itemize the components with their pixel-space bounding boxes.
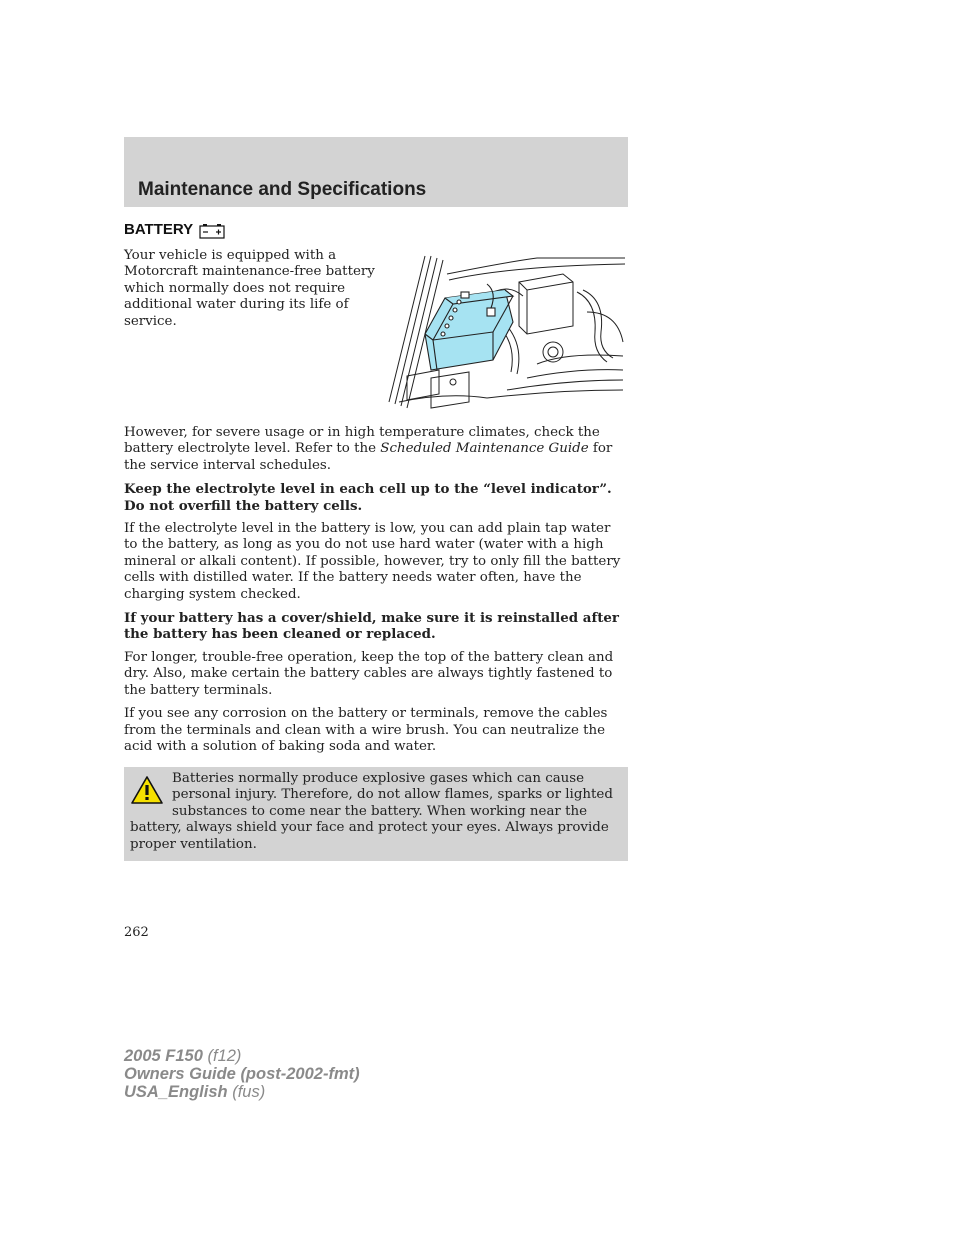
battery-icon xyxy=(199,223,225,239)
intro-paragraph: Your vehicle is equipped with a Motorcraft maintenance-free battery which normally does not require additional water during its life of service. xyxy=(124,248,375,329)
footer-language: USA_English xyxy=(124,1083,228,1101)
battery-heading xyxy=(124,221,225,238)
paragraph-electrolyte-check xyxy=(124,425,628,474)
maintenance-guide-reference: Scheduled Maintenance Guide xyxy=(380,441,589,457)
paragraph-clean-terminals: For longer, trouble-free operation, keep the top of the battery clean and dry. Also, make certain the battery cables are always tightly fastened to the battery terminals. xyxy=(124,649,614,698)
paragraph-corrosion: If you see any corrosion on the battery or terminals, remove the cables from the terminals and clean with a wire brush. You can neutralize the acid with a solution of baking soda and water. xyxy=(124,706,608,754)
footer-model-code: (f12) xyxy=(202,1047,242,1065)
main-content xyxy=(124,425,628,762)
warning-text: Batteries normally produce explosive gases which can cause personal injury. Therefore, do not allow flames, sparks or lighted substances to come near the battery. When working near the battery, always shield your face and protect your eyes. Always provide proper ventilation. xyxy=(130,771,613,852)
paragraph-add-water: If the electrolyte level in the battery is low, you can add plain tap water to the battery, as long as you do not use hard water (water with a high mineral or alkali content). If possible, however, try to only fill the battery cells with distilled water. If the battery needs water often, have the charging system checked. xyxy=(124,521,621,602)
footer-line-guide xyxy=(124,1065,360,1083)
document-footer xyxy=(124,1047,360,1101)
battery-heading-label: BATTERY xyxy=(124,221,194,238)
footer-language-code: (fus) xyxy=(227,1083,266,1101)
engine-battery-illustration xyxy=(387,252,627,412)
warning-box xyxy=(124,767,628,861)
section-header-band xyxy=(124,137,628,207)
paragraph-text: for the service interval schedules. xyxy=(124,441,613,473)
page-number: 262 xyxy=(124,925,149,940)
footer-line-model xyxy=(124,1047,360,1065)
page-title: Maintenance and Specifications xyxy=(138,179,427,200)
paragraph-text: However, for severe usage or in high temperature climates, check the battery electrolyte level. Refer to the xyxy=(124,425,600,457)
paragraph-level-indicator: Keep the electrolyte level in each cell up to the “level indicator”. Do not overfill the battery cells. xyxy=(124,481,612,514)
footer-guide: Owners Guide (post-2002-fmt) xyxy=(124,1065,360,1083)
footer-line-language xyxy=(124,1083,360,1101)
footer-model: 2005 F150 xyxy=(124,1047,203,1065)
warning-triangle-icon xyxy=(130,775,164,805)
paragraph-cover-shield: If your battery has a cover/shield, make sure it is reinstalled after the battery has been cleaned or replaced. xyxy=(124,610,619,643)
